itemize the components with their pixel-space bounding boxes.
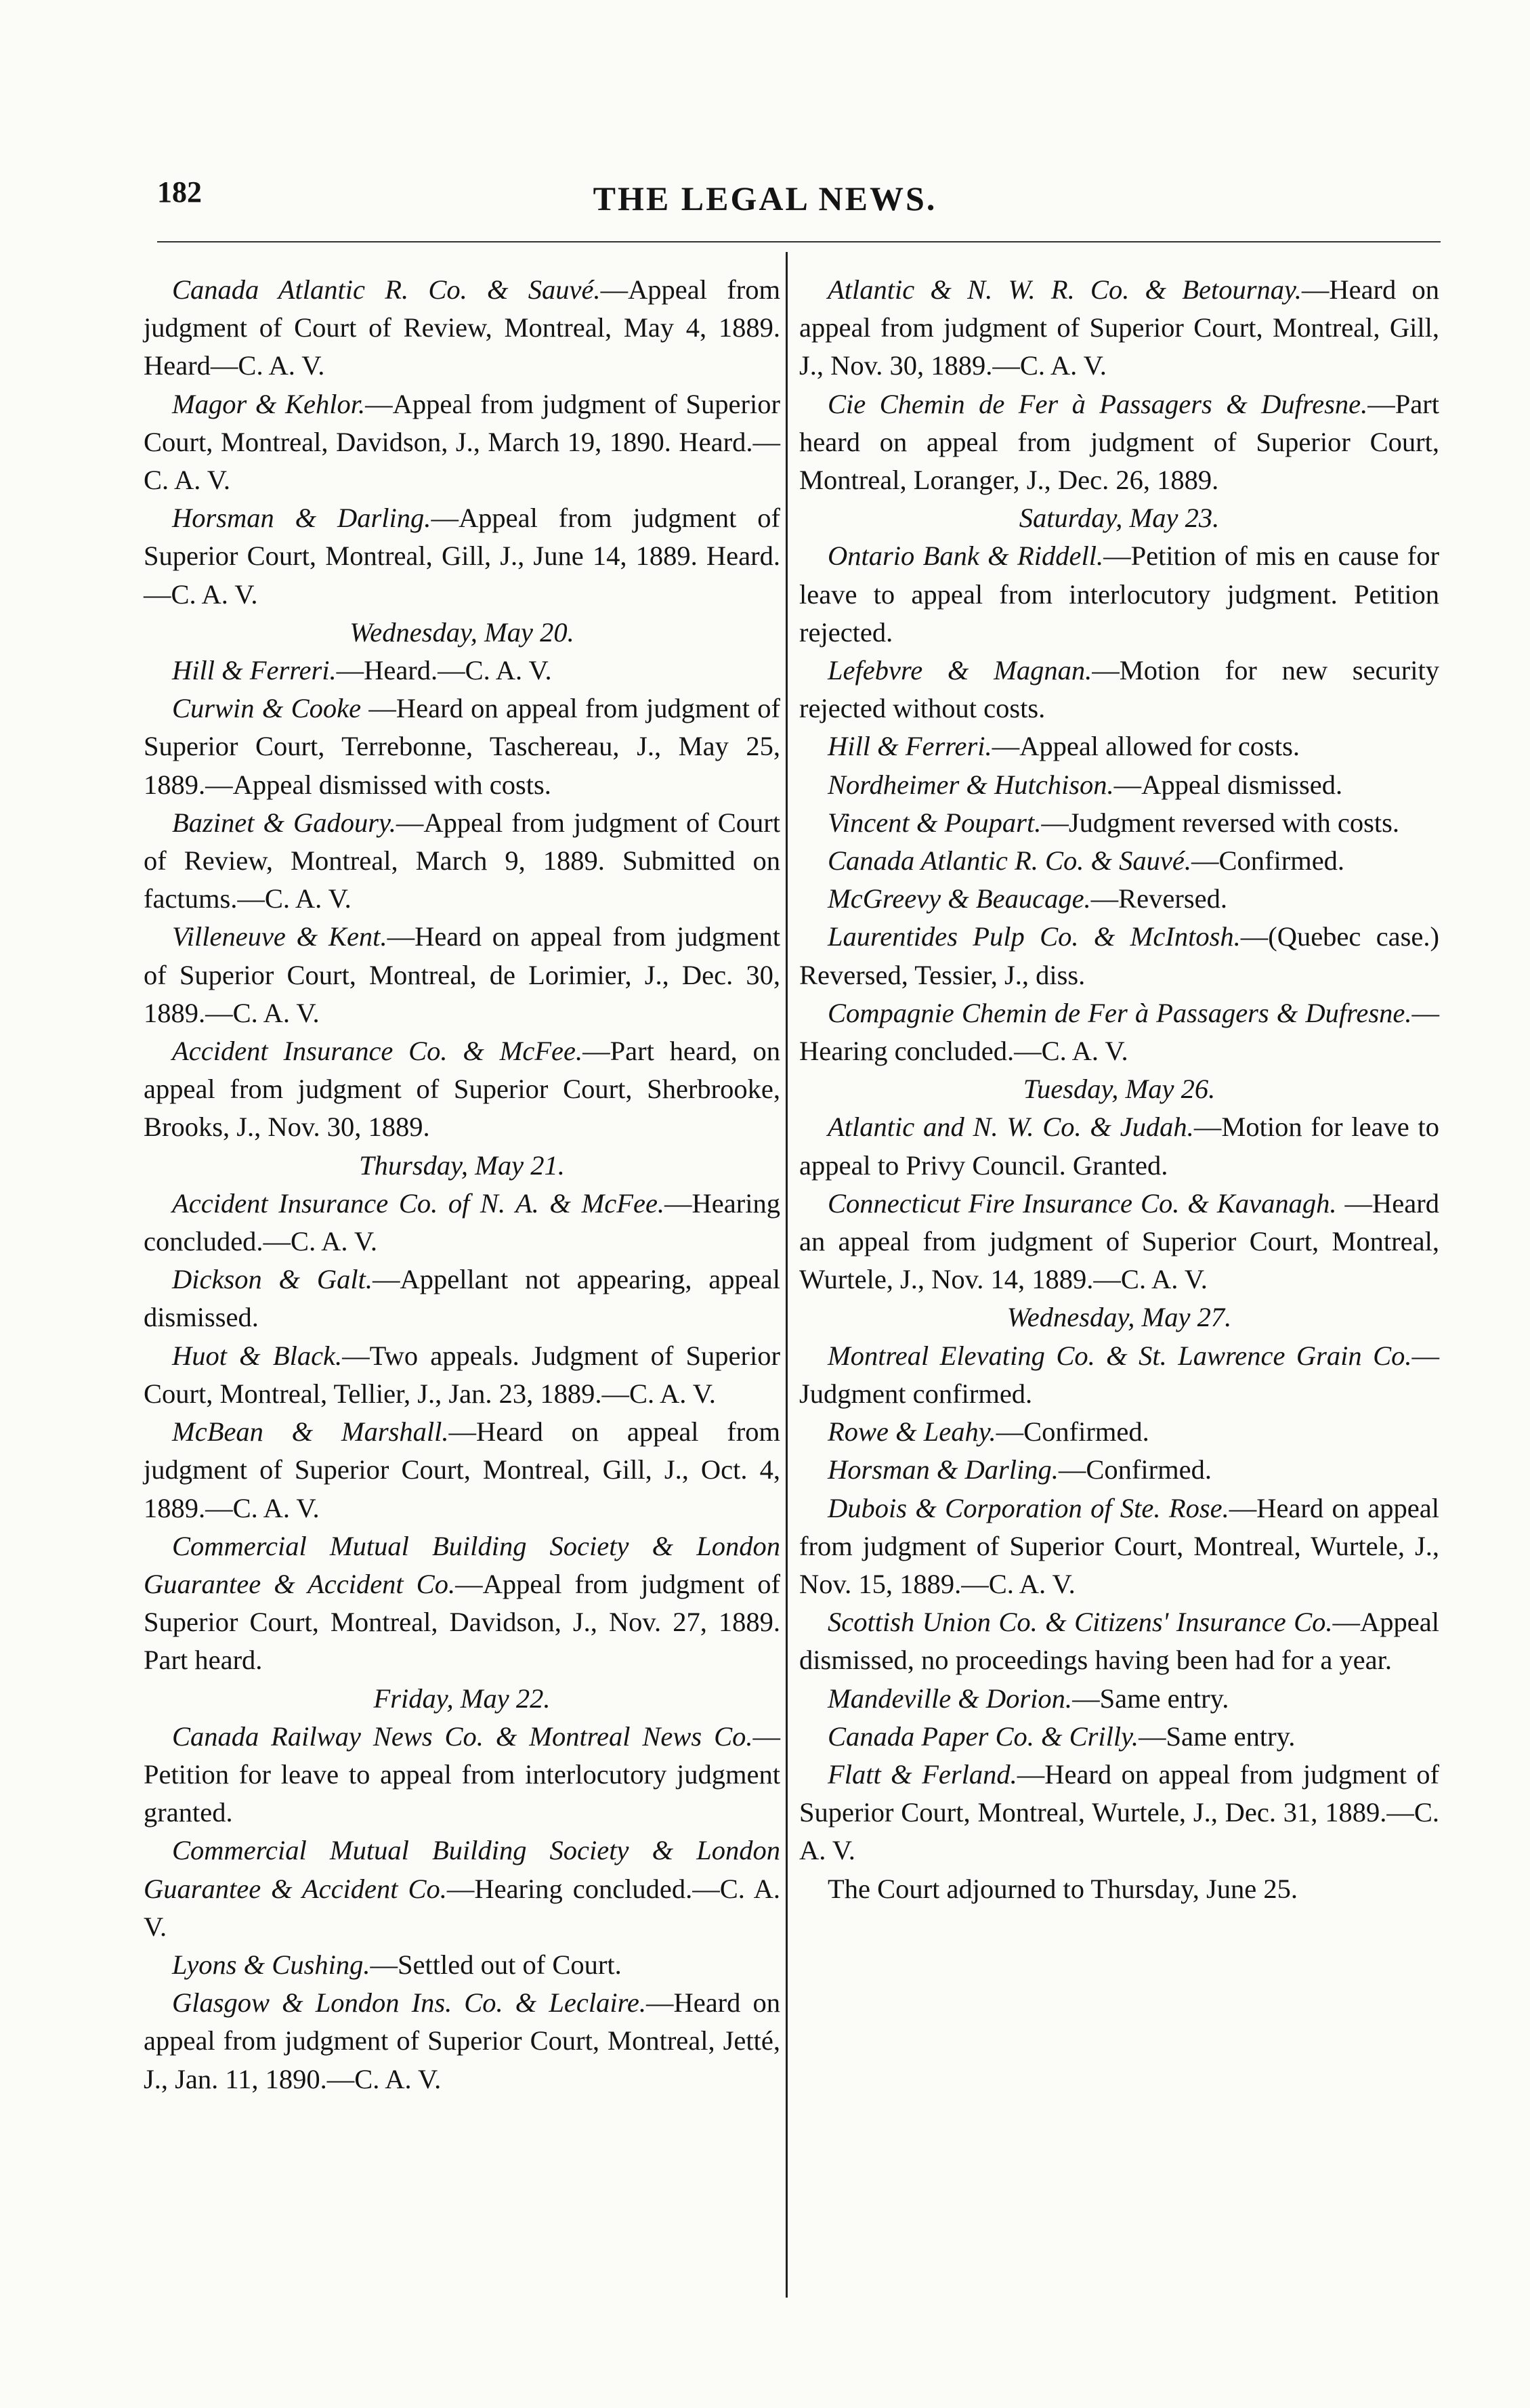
date-heading: Wednesday, May 27.: [1006, 1302, 1232, 1333]
case-disposition: —Same entry.: [1139, 1720, 1296, 1752]
case-disposition: —Two appeals. Judgment of Superior Court, Montreal, Tellier, J., Jan. 23, 1889.—C. A. V.: [144, 1340, 780, 1409]
case-disposition: —Appeal from judgment of Court of Review, Montreal, May 4, 1889. Heard—C. A. V.: [144, 274, 780, 381]
case-parties: Vincent & Poupart.: [828, 807, 1042, 838]
case-disposition: —Heard on appeal from judgment of Superior Court, Montreal, Gill, J., Oct. 4, 1889.—C. A. V.: [144, 1416, 780, 1523]
case-parties: Lyons & Cushing.: [172, 1949, 370, 1980]
case-parties: Dubois & Corporation of Ste. Rose.: [828, 1492, 1229, 1523]
case-entry: [799, 1718, 1439, 1756]
case-disposition: —Heard on appeal from judgment of Superior Court, Montreal, Wurtele, J., Nov. 15, 1889.—C. A. V.: [799, 1492, 1439, 1599]
case-entry: [144, 1832, 780, 1946]
case-parties: Atlantic & N. W. R. Co. & Betournay.: [828, 274, 1302, 305]
case-parties: Connecticut Fire Insurance Co. & Kavanagh.: [828, 1187, 1337, 1219]
case-disposition: —Appellant not appearing, appeal dismissed.: [144, 1264, 780, 1333]
case-parties: Magor & Kehlor.: [172, 388, 366, 419]
case-disposition: —Appeal from judgment of Superior Court, Montreal, Davidson, J., Nov. 27, 1889. Part heard.: [144, 1568, 780, 1676]
case-disposition: —Confirmed.: [1058, 1454, 1212, 1485]
case-parties: Scottish Union Co. & Citizens' Insurance Co.: [828, 1607, 1333, 1638]
header-rule: [157, 241, 1441, 242]
case-parties: Cie Chemin de Fer à Passagers & Dufresne.: [828, 388, 1368, 419]
case-disposition: —(Quebec case.) Reversed, Tessier, J., diss.: [799, 921, 1439, 990]
case-parties: Huot & Black.: [172, 1340, 343, 1371]
case-parties: Glasgow & London Ins. Co. & Leclaire.: [172, 1987, 646, 2019]
case-disposition: —Appeal from judgment of Court of Review, Montreal, March 9, 1889. Submitted on factums.—C. A. V.: [144, 807, 780, 914]
case-disposition: —Motion for new security rejected without costs.: [799, 655, 1439, 724]
case-entry: [799, 727, 1439, 765]
case-parties: Lefebvre & Magnan.: [828, 655, 1092, 686]
case-parties: Accident Insurance Co. of N. A. & McFee.: [172, 1187, 665, 1219]
case-entry: [799, 1185, 1439, 1299]
case-entry: [144, 385, 780, 500]
case-entry: [799, 1337, 1439, 1413]
case-disposition: —Confirmed.: [1191, 845, 1345, 876]
case-entry: [144, 1718, 780, 1832]
case-entry: [144, 1946, 780, 1984]
case-disposition: —Same entry.: [1072, 1683, 1229, 1714]
case-parties: Curwin & Cooke: [172, 693, 362, 724]
case-disposition: —Judgment reversed with costs.: [1041, 807, 1399, 838]
case-parties: Commercial Mutual Building Society & London Guarantee & Accident Co.: [144, 1835, 780, 1904]
case-parties: Canada Atlantic R. Co. & Sauvé.: [172, 274, 601, 305]
case-disposition: —Heard on appeal from judgment of Superior Court, Montreal, de Lorimier, J., Dec. 30, 1889.—C. A. V.: [144, 921, 781, 1028]
case-entry: [799, 918, 1439, 994]
case-parties: Ontario Bank & Riddell.: [828, 541, 1104, 572]
case-disposition: —Appeal dismissed.: [1113, 769, 1343, 800]
date-heading: Tuesday, May 26.: [1023, 1074, 1216, 1105]
case-parties: Dickson & Galt.: [172, 1264, 373, 1295]
case-disposition: —Appeal from judgment of Superior Court, Montreal, Davidson, J., March 19, 1890. Heard.—C. A. V.: [144, 388, 781, 496]
case-parties: Mandeville & Dorion.: [828, 1683, 1073, 1714]
case-parties: Hill & Ferreri.: [828, 731, 992, 762]
case-parties: Atlantic and N. W. Co. & Judah.: [828, 1112, 1194, 1143]
case-disposition: —Hearing concluded.—C. A. V.: [799, 997, 1439, 1067]
case-entry: [799, 271, 1439, 385]
case-entry: [799, 1108, 1439, 1184]
case-parties: Flatt & Ferland.: [828, 1758, 1017, 1790]
case-parties: Nordheimer & Hutchison.: [828, 769, 1114, 800]
case-entry: [799, 880, 1439, 918]
case-entry: [144, 1413, 780, 1527]
case-disposition: —Heard on appeal from judgment of Superior Court, Montreal, Gill, J., Nov. 30, 1889.—C. A. V.: [799, 274, 1440, 381]
case-disposition: —Part heard, on appeal from judgment of Superior Court, Sherbrooke, Brooks, J., Nov. 30, 1889.: [144, 1036, 780, 1143]
case-entry: [144, 1527, 780, 1680]
case-entry: [144, 652, 780, 690]
running-head: THE LEGAL NEWS.: [593, 179, 937, 217]
case-entry: [799, 766, 1439, 804]
case-entry: [799, 1756, 1439, 1870]
date-heading: Saturday, May 23.: [1019, 503, 1220, 534]
case-disposition: —Petition for leave to appeal from interlocutory judgment granted.: [144, 1720, 780, 1828]
case-disposition: —Judgment confirmed.: [799, 1340, 1439, 1409]
case-entry: [799, 537, 1439, 652]
case-parties: Horsman & Darling.: [172, 503, 431, 534]
case-entry: [799, 652, 1439, 727]
case-parties: Villeneuve & Kent.: [172, 921, 387, 952]
date-heading: Thursday, May 21.: [359, 1149, 565, 1181]
case-parties: Canada Railway News Co. & Montreal News Co.: [172, 1720, 753, 1752]
case-disposition: —Appeal from judgment of Superior Court, Montreal, Gill, J., June 14, 1889. Heard.—C. A. V.: [144, 503, 780, 610]
case-entry: [144, 918, 780, 1032]
case-entry: [144, 499, 780, 614]
date-heading: Wednesday, May 20.: [349, 616, 574, 648]
case-disposition: —Hearing concluded.—C. A. V.: [144, 1873, 780, 1942]
case-disposition: —Heard an appeal from judgment of Superior Court, Montreal, Wurtele, J., Nov. 14, 1889.—C. A. V.: [799, 1187, 1439, 1295]
case-entry: [144, 804, 780, 918]
case-parties: McBean & Marshall.: [172, 1416, 449, 1448]
case-parties: Hill & Ferreri.: [172, 655, 337, 686]
closing-note: The Court adjourned to Thursday, June 25.: [828, 1873, 1298, 1904]
case-disposition: —Heard.—C. A. V.: [336, 655, 552, 686]
page-number: 182: [157, 175, 202, 209]
case-disposition: —Heard on appeal from judgment of Superior Court, Terrebonne, Taschereau, J., May 25, 1889.—Appeal dismissed with costs.: [144, 693, 781, 800]
case-disposition: —Petition of mis en cause for leave to appeal from interlocutory judgment. Petition rejected.: [799, 541, 1440, 648]
case-parties: Canada Paper Co. & Crilly.: [828, 1720, 1139, 1752]
case-parties: Canada Atlantic R. Co. & Sauvé.: [828, 845, 1191, 876]
case-entry: [144, 1984, 780, 2098]
case-entry: [144, 1337, 780, 1413]
case-disposition: —Reversed.: [1090, 883, 1227, 914]
case-parties: Rowe & Leahy.: [828, 1416, 996, 1448]
case-disposition: —Confirmed.: [996, 1416, 1149, 1448]
date-heading: Friday, May 22.: [373, 1683, 551, 1714]
case-entry: [144, 1032, 780, 1147]
case-entry: [799, 385, 1439, 500]
case-disposition: —Motion for leave to appeal to Privy Council. Granted.: [799, 1112, 1440, 1181]
case-parties: Horsman & Darling.: [828, 1454, 1059, 1485]
case-disposition: —Settled out of Court.: [370, 1949, 622, 1980]
case-disposition: —Appeal allowed for costs.: [992, 731, 1300, 762]
case-entry: [799, 994, 1439, 1070]
case-entry: [799, 842, 1439, 880]
case-entry: [144, 1185, 780, 1261]
case-entry: [799, 1490, 1439, 1604]
case-entry: [144, 1261, 780, 1336]
case-entry: [799, 1680, 1439, 1718]
case-parties: Montreal Elevating Co. & St. Lawrence Grain Co.: [828, 1340, 1412, 1371]
right-column: [799, 271, 1439, 1908]
case-entry: [799, 1451, 1439, 1489]
case-parties: Accident Insurance Co. & McFee.: [172, 1036, 583, 1067]
case-disposition: —Heard on appeal from judgment of Superior Court, Montreal, Wurtele, J., Dec. 31, 1889.—C. A. V.: [799, 1758, 1439, 1866]
case-disposition: —Part heard on appeal from judgment of Superior Court, Montreal, Loranger, J., Dec. 26, 1889.: [799, 388, 1439, 496]
case-entry: [144, 690, 780, 804]
left-column: [144, 271, 780, 2098]
case-disposition: —Hearing concluded.—C. A. V.: [144, 1187, 780, 1257]
case-disposition: —Appeal dismissed, no proceedings having been had for a year.: [799, 1607, 1439, 1676]
case-parties: Bazinet & Gadoury.: [172, 807, 396, 838]
case-entry: [799, 804, 1439, 842]
column-divider: [786, 252, 788, 2298]
case-entry: [799, 1603, 1439, 1679]
case-parties: Compagnie Chemin de Fer à Passagers & Dufresne.: [828, 997, 1412, 1028]
case-parties: McGreevy & Beaucage.: [828, 883, 1091, 914]
case-entry: [799, 1413, 1439, 1451]
case-parties: Laurentides Pulp Co. & McIntosh.: [828, 921, 1241, 952]
case-parties: Commercial Mutual Building Society & London Guarantee & Accident Co.: [144, 1530, 780, 1599]
case-disposition: —Heard on appeal from judgment of Superior Court, Montreal, Jetté, J., Jan. 11, 1890.—C. A. V.: [144, 1987, 780, 2094]
case-entry: [144, 271, 780, 385]
